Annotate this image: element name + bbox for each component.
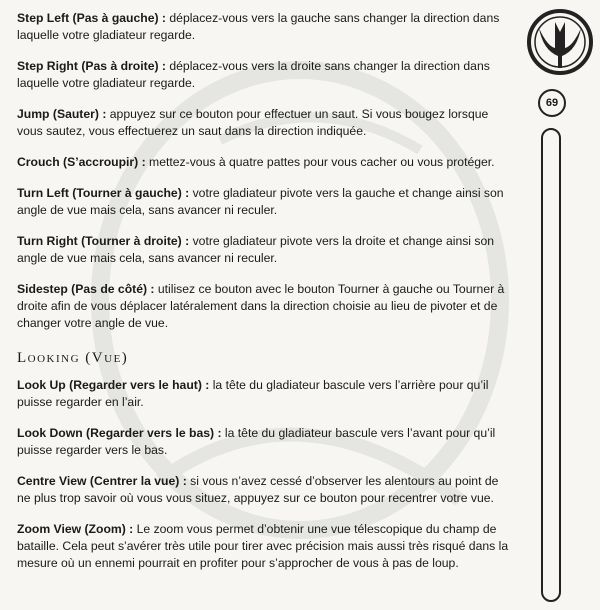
entry-term: Look Up (Regarder vers le haut) : bbox=[17, 378, 210, 392]
entry-term: Step Right (Pas à droite) : bbox=[17, 59, 166, 73]
entry-term: Turn Left (Tourner à gauche) : bbox=[17, 186, 190, 200]
entry-desc: déplacez-vous vers la droite sans changer la direction dans laquelle votre gladiateur regarde. bbox=[17, 59, 490, 90]
entry-sidestep bbox=[17, 281, 515, 332]
entry-desc: Le zoom vous permet d’obtenir une vue télescopique du champ de bataille. Cela peut s’avérer très utile pour tirer avec précision mais aussi très risqué dans la mesure où un ennemi pourrait en profiter pour s’approcher de vous à pas de loup. bbox=[17, 522, 509, 570]
entry-term: Centre View (Centrer la vue) : bbox=[17, 474, 187, 488]
entry-desc: la tête du gladiateur bascule vers l’avant pour qu’il puisse regarder vers le bas. bbox=[17, 426, 496, 457]
page-number-badge: 69 bbox=[538, 89, 566, 117]
section-title-looking: Looking (Vue) bbox=[17, 350, 129, 366]
entry-step-right bbox=[17, 58, 515, 92]
entry-desc: votre gladiateur pivote vers la gauche et change ainsi son angle de vue mais cela, sans avancer ni reculer. bbox=[17, 186, 504, 217]
entry-term: Sidestep (Pas de côté) : bbox=[17, 282, 155, 296]
entry-term: Look Down (Regarder vers le bas) : bbox=[17, 426, 222, 440]
entry-step-left bbox=[17, 10, 515, 44]
entry-term: Zoom View (Zoom) : bbox=[17, 522, 134, 536]
entry-desc: la tête du gladiateur bascule vers l’arrière pour qu’il puisse regarder en l’air. bbox=[17, 378, 489, 409]
entry-desc: votre gladiateur pivote vers la droite et change ainsi son angle de vue mais cela, sans avancer ni reculer. bbox=[17, 234, 495, 265]
entry-desc: si vous n’avez cessé d’observer les alentours au point de ne plus trop savoir où vous vous situez, appuyez sur ce bouton pour recentrer votre vue. bbox=[17, 474, 499, 505]
entry-desc: mettez-vous à quatre pattes pour vous cacher ou vous protéger. bbox=[145, 155, 495, 169]
entry-look-up bbox=[17, 377, 515, 411]
entry-desc: utilisez ce bouton avec le bouton Tourner à gauche ou Tourner à droite afin de vous déplacer latéralement dans la direction choisie au lieu de pivoter et de changer votre angle de vue. bbox=[17, 282, 505, 330]
entry-look-down bbox=[17, 425, 515, 459]
entries-looking bbox=[17, 377, 515, 572]
entry-turn-right bbox=[17, 233, 515, 267]
document-body bbox=[17, 10, 515, 586]
entries-movement bbox=[17, 10, 515, 332]
entry-jump bbox=[17, 106, 515, 140]
entry-centre-view bbox=[17, 473, 515, 507]
entry-term: Step Left (Pas à gauche) : bbox=[17, 11, 166, 25]
quake-logo-icon bbox=[525, 6, 595, 78]
entry-desc: appuyez sur ce bouton pour effectuer un saut. Si vous bougez lorsque vous sautez, vous effectuerez un saut dans la direction indiquée. bbox=[17, 107, 489, 138]
decorative-side-bar bbox=[541, 128, 561, 602]
entry-term: Jump (Sauter) : bbox=[17, 107, 107, 121]
entry-term: Crouch (S’accroupir) : bbox=[17, 155, 146, 169]
entry-desc: déplacez-vous vers la gauche sans changer la direction dans laquelle votre gladiateur regarde. bbox=[17, 11, 500, 42]
entry-zoom-view bbox=[17, 521, 515, 572]
entry-term: Turn Right (Tourner à droite) : bbox=[17, 234, 190, 248]
entry-turn-left bbox=[17, 185, 515, 219]
entry-crouch bbox=[17, 154, 515, 171]
